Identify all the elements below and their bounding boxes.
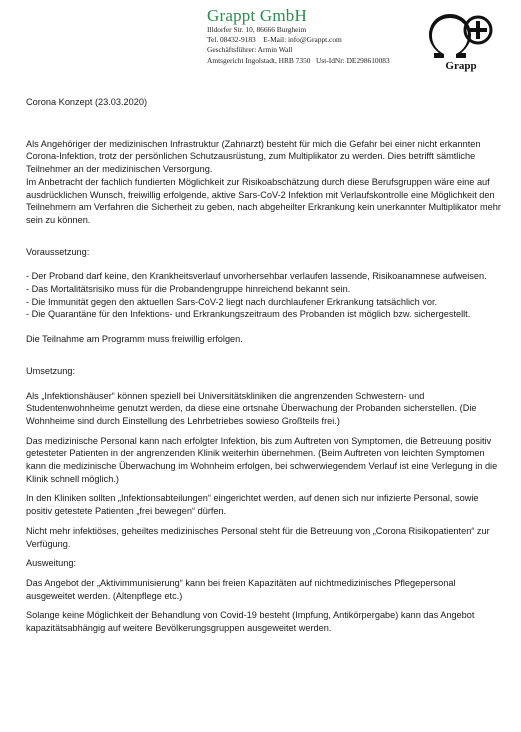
intro-paragraph-2: Im Anbetracht der fachlich fundierten Möglichkeit zur Risikoabschätzung durch diese Berufsgruppen wäre eine auf ausdrücklichen Wunsch, freiwillig erfolgende, aktive Sars-CoV-2 Infektion mit Verlaufskontrolle eine Möglichkeit den Teilnehmern am Verfahren die Sicherheit zu geben, nach abgeheilter Erkrankung kein unerkannter Multiplikator mehr sein zu können. <box>26 176 501 225</box>
company-register: Amtsgericht Ingolstadt, HRB 7350 Ust-IdNr: DE298610083 <box>207 55 390 65</box>
ausweitung-paragraph-1: Das Angebot der „Aktivimmunisierung“ kann bei freien Kapazitäten auf nichtmedizinisches Pflegepersonal ausgeweitet werden. (Altenpflege etc.) <box>26 577 456 601</box>
letterhead <box>207 6 427 66</box>
document-title: Corona Konzept (23.03.2020) <box>26 97 148 107</box>
voraussetzung-note: Die Teilnahme am Programm muss freiwillig erfolgen. <box>26 334 243 345</box>
company-manager: Geschäftsführer: Armin Wall <box>207 45 293 55</box>
company-name: Grappt GmbH <box>207 6 307 25</box>
voraussetzung-heading: Voraussetzung: <box>26 246 90 257</box>
ausweitung-paragraph-2: Solange keine Möglichkeit der Behandlung von Covid-19 besteht (Impfung, Antikörpergabe) kann das Angebot kapazitätsabhängig auf weitere Bevölkerungsgruppen ausgeweitet werden. <box>26 610 475 634</box>
document-body <box>26 96 504 635</box>
umsetzung-paragraph-2: Das medizinische Personal kann nach erfolgter Infektion, bis zum Auftreten von Symptomen, die Betreuung positiv getesteter Patienten in der angrenzenden Klinik weiterhin übernehmen. (Beim Auftreten von leichten Symptomen kann die medizinische Überwachung im Wohnheim erfolgen, bei schwerwiegendem Verlauf ist eine Verlegung in die Klinik schnell möglich.) <box>26 435 498 484</box>
company-address: Illdorfer Str. 10, 86666 Burgheim <box>207 25 307 34</box>
list-item: - Die Immunität gegen den aktuellen Sars-CoV-2 liegt nach durchlaufener Erkrankung tatsächlich vor. <box>26 296 438 307</box>
list-item: - Das Mortalitätsrisiko muss für die Probandengruppe hinreichend bekannt sein. <box>26 284 351 295</box>
list-item: - Die Quarantäne für den Infektions- und Erkrankungszeitraum des Probanden ist möglich bzw. sichergestellt. <box>26 309 471 320</box>
umsetzung-paragraph-1: Als „Infektionshäuser“ können speziell bei Universitätskliniken die angrenzenden Schwestern- und Studentenwohnheime genutzt werden, da diese eine ortsnahe Überwachung der Probanden sicherstellen. (Die Wohnheime sind durch Einstellung des Lehrbetriebes sowieso Großteils frei.) <box>26 390 477 426</box>
list-item: - Der Proband darf keine, den Krankheitsverlauf unvorhersehbar verlaufen lassende, Risikoanamnese aufweisen. <box>26 271 487 282</box>
umsetzung-paragraph-4: Nicht mehr infektiöses, geheiltes medizinisches Personal steht für die Betreuung von „Corona Risikopatienten“ zur Verfügung. <box>26 525 490 549</box>
umsetzung-heading: Umsetzung: <box>26 365 76 376</box>
ausweitung-heading: Ausweitung: <box>26 558 77 569</box>
company-contact: Tel. 08432-9183 E-Mail: info@Grappt.com <box>207 35 342 45</box>
logo-text: Grapp <box>445 60 477 72</box>
intro-paragraph-1: Als Angehöriger der medizinischen Infrastruktur (Zahnarzt) besteht für mich die Gefahr bei einer nicht erkannten Corona-Infektion, trotz der persönlichen Schutzausrüstung, zum Multiplikator zu werden. Dies betrifft sämtliche Teilnehmer an der medizinischen Versorgung. <box>26 138 481 175</box>
umsetzung-paragraph-3: In den Kliniken sollten „Infektionsabteilungen“ eingerichtet werden, auf denen sich nur infizierte Personal, sowie positiv getestete Patienten „frei bewegen“ dürfen. <box>26 493 479 517</box>
